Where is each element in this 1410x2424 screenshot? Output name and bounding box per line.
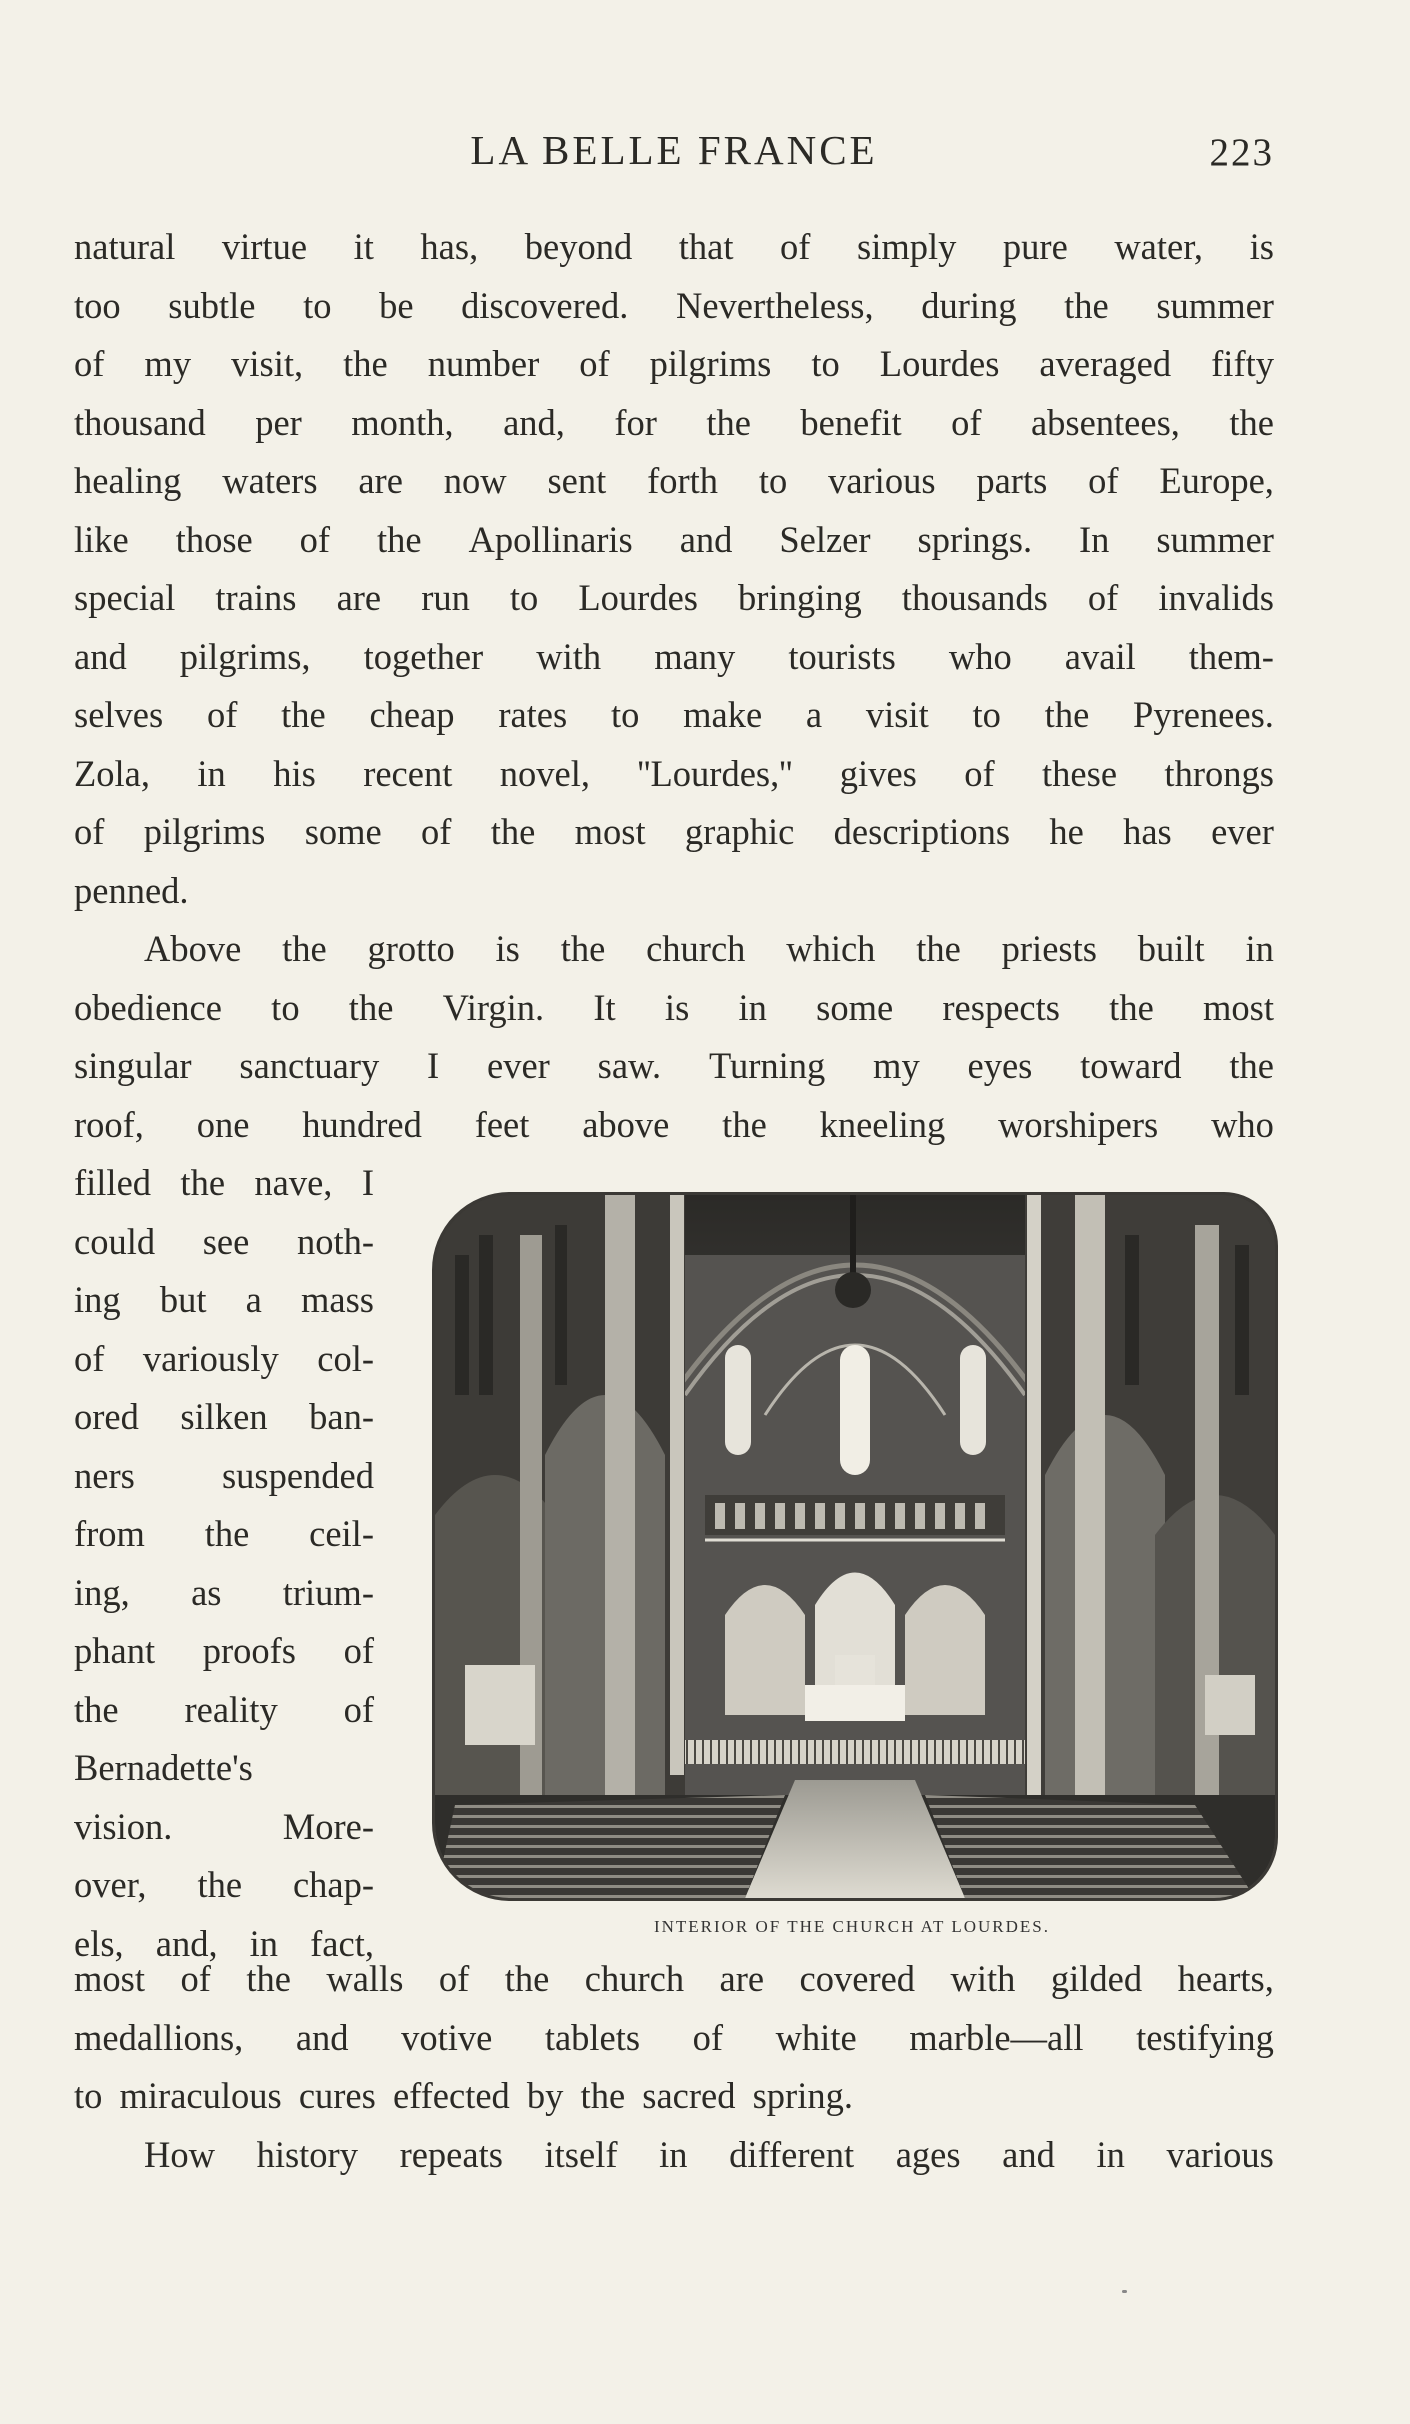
text-line: els, and, in fact,: [74, 1922, 374, 1964]
body-text-beside-figure: [74, 1154, 374, 1973]
text-line: phant proofs of: [74, 1630, 374, 1671]
running-title: LA BELLE FRANCE: [470, 127, 878, 173]
text-line: obedience to the Virgin. It is in some respects the most: [74, 986, 1274, 1028]
text-line: singular sanctuary I ever saw. Turning my eyes toward the: [74, 1045, 1274, 1086]
figure-caption: INTERIOR OF THE CHURCH AT LOURDES.: [653, 1917, 1051, 1936]
text-line: from the ceil-: [74, 1513, 374, 1554]
body-text-top: [74, 218, 1274, 1154]
ink-speck: [1122, 2290, 1127, 2293]
page-number: 223: [1209, 131, 1274, 174]
text-line: most of the walls of the church are covered with gilded hearts,: [74, 1958, 1274, 1999]
body-text-bottom: [74, 1950, 1274, 2184]
church-interior-photo: [432, 1192, 1278, 1901]
text-line: Bernadette's: [74, 1747, 253, 1788]
text-line: Above the grotto is the church which the priests built in: [144, 928, 1274, 969]
text-line: selves of the cheap rates to make a visit to the Pyrenees.: [74, 694, 1274, 735]
text-line: medallions, and votive tablets of white marble—all testifying: [74, 2016, 1274, 2058]
text-line: penned.: [74, 869, 189, 911]
text-line: the reality of: [74, 1688, 374, 1730]
text-line: of variously col-: [74, 1337, 374, 1379]
text-line: ing, as trium-: [74, 1571, 374, 1613]
text-line: vision. More-: [74, 1805, 374, 1847]
text-line: could see noth-: [74, 1220, 374, 1262]
text-line: and pilgrims, together with many tourists who avail them-: [74, 635, 1274, 677]
text-line: filled the nave, I: [74, 1162, 374, 1203]
text-line: of my visit, the number of pilgrims to Lourdes averaged fifty: [74, 343, 1274, 384]
text-line: over, the chap-: [74, 1864, 374, 1905]
text-line: natural virtue it has, beyond that of simply pure water, is: [74, 226, 1274, 267]
text-line: How history repeats itself in different ages and in various: [144, 2133, 1274, 2175]
text-line: healing waters are now sent forth to various parts of Europe,: [74, 460, 1274, 501]
text-line: thousand per month, and, for the benefit of absentees, the: [74, 401, 1274, 443]
text-line: ners suspended: [74, 1454, 374, 1496]
text-line: of pilgrims some of the most graphic descriptions he has ever: [74, 811, 1274, 852]
text-line: Zola, in his recent novel, ''Lourdes,'' gives of these throngs: [74, 752, 1274, 794]
text-line: ing but a mass: [74, 1279, 374, 1320]
text-line: like those of the Apollinaris and Selzer springs. In summer: [74, 518, 1274, 560]
text-line: too subtle to be discovered. Nevertheless, during the summer: [74, 284, 1274, 326]
text-line: roof, one hundred feet above the kneeling worshipers who: [74, 1103, 1274, 1145]
text-line: ored silken ban-: [74, 1396, 374, 1437]
running-head: [74, 120, 1274, 180]
text-line: to miraculous cures effected by the sacred spring.: [74, 2075, 853, 2116]
text-line: special trains are run to Lourdes bringing thousands of invalids: [74, 577, 1274, 618]
